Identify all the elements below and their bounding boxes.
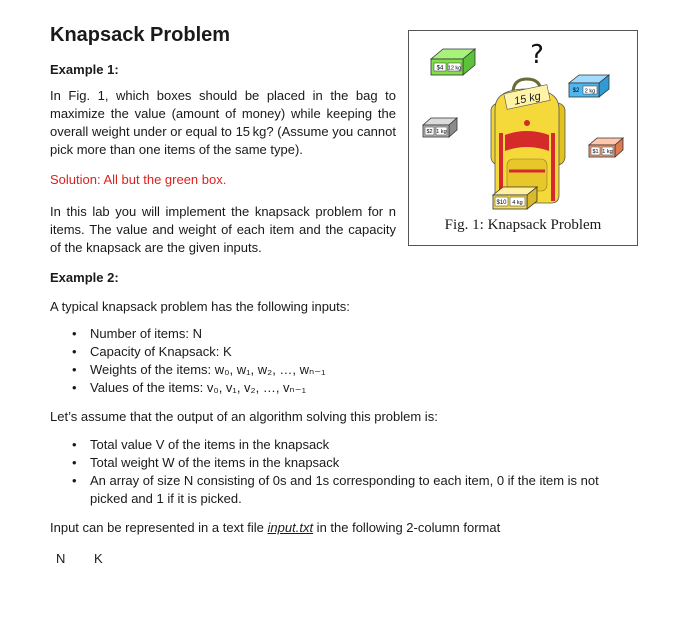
box-blue-weight: 2 kg xyxy=(584,88,596,95)
list-item: • An array of size N consisting of 0s and 1s corresponding to each item, 0 if the item is not picked and 1 if it is picked. xyxy=(64,472,632,508)
box-blue-price: $2 xyxy=(572,88,580,94)
example1-heading: Example 1: xyxy=(50,62,119,77)
example1-paragraph: In Fig. 1, which boxes should be placed in the bag to maximize the value (amount of money) while keeping the overall weight under or equal to 15 kg? (Assume you cannot pick more than one items of the same type). xyxy=(50,88,396,157)
inputs-intro: A typical knapsack problem has the following inputs: xyxy=(50,299,350,314)
knapsack-illustration xyxy=(409,31,637,211)
outputs-intro: Let’s assume that the output of an algorithm solving this problem is: xyxy=(50,409,438,424)
list-item: • Total value V of the items in the knapsack xyxy=(64,436,632,454)
outputs-list xyxy=(64,436,632,508)
list-item: • Capacity of Knapsack: K xyxy=(64,343,624,361)
box-green-price: $4 xyxy=(436,65,444,72)
bag-capacity-label: 15 kg xyxy=(513,90,542,108)
inputs-list xyxy=(64,325,624,397)
box-gray-price: $2 xyxy=(426,129,433,135)
list-item: • Number of items: N xyxy=(64,325,624,343)
format-column-k: K xyxy=(94,551,103,566)
box-yellow-price: $10 xyxy=(496,200,507,206)
file-format-suffix: in the following 2-column format xyxy=(313,520,501,535)
figure-box xyxy=(408,30,638,246)
box-gray xyxy=(423,118,457,137)
box-green xyxy=(431,49,475,75)
box-green-weight: 12 kg xyxy=(447,65,462,72)
box-orange-weight: 1 kg xyxy=(602,149,613,155)
backpack xyxy=(491,79,565,203)
solution-text: Solution: All but the green box. xyxy=(50,172,227,187)
example2-heading: Example 2: xyxy=(50,270,119,285)
box-blue xyxy=(569,75,609,97)
list-item: • Total weight W of the items in the knapsack xyxy=(64,454,632,472)
file-format-text xyxy=(50,519,500,537)
input-file-name: input.txt xyxy=(267,520,314,535)
box-orange-price: $1 xyxy=(592,149,599,155)
format-column-n: N xyxy=(56,551,66,566)
question-mark: ? xyxy=(530,40,544,70)
list-item: • Weights of the items: w₀, w₁, w₂, …, wₙ₋₁ xyxy=(64,361,624,379)
box-gray-weight: 1 kg xyxy=(436,129,447,135)
page-title: Knapsack Problem xyxy=(50,24,231,46)
box-yellow xyxy=(493,187,537,209)
example1-paragraph-2: In this lab you will implement the knapsack problem for n items. The value and weight of each item and the capacity of the knapsack are the given inputs. xyxy=(50,204,396,255)
list-item: • Values of the items: v₀, v₁, v₂, …, vₙ₋₁ xyxy=(64,379,624,397)
box-orange xyxy=(589,138,623,157)
box-yellow-weight: 4 kg xyxy=(512,200,523,206)
file-format-prefix: Input can be represented in a text file xyxy=(50,520,268,535)
figure-caption: Fig. 1: Knapsack Problem xyxy=(444,217,602,233)
